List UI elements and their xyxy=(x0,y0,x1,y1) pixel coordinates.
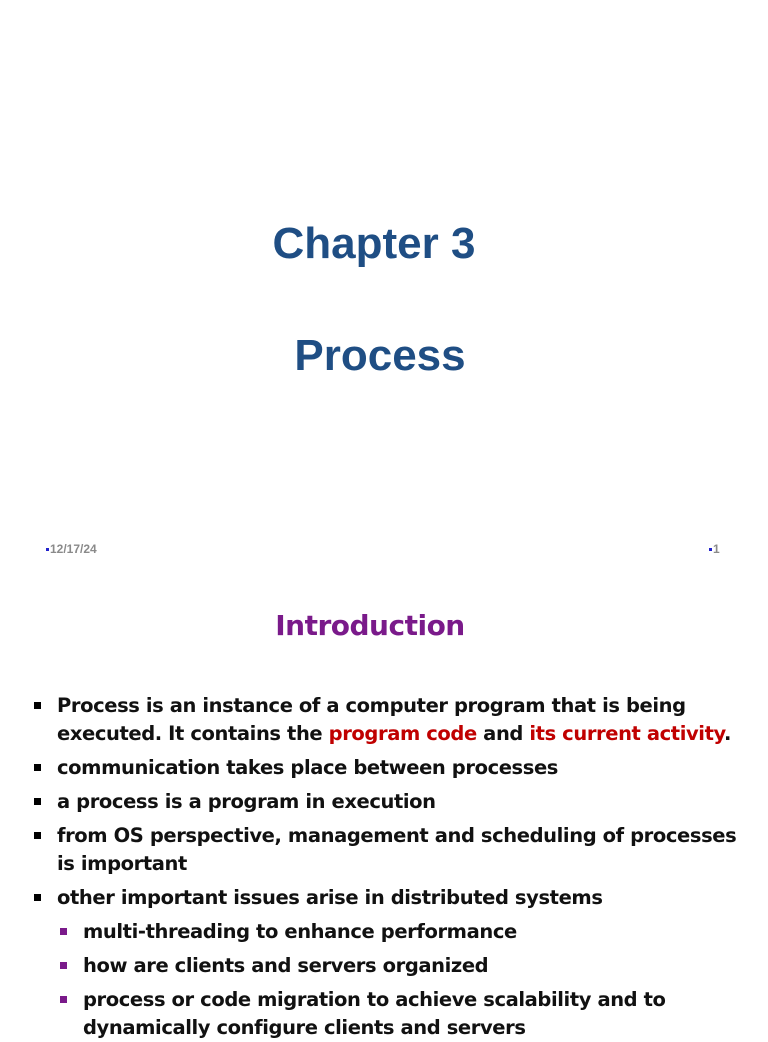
sub-bullet-square-icon xyxy=(60,928,67,935)
bullet-text: how are clients and servers organized xyxy=(83,954,489,977)
sub-bullet-item xyxy=(0,918,753,946)
sub-bullet-square-icon xyxy=(60,962,67,969)
footer-bullet-icon xyxy=(46,548,49,551)
footer-date-text: 12/17/24 xyxy=(50,542,97,556)
slide-title-chapter: Chapter 3 xyxy=(272,219,476,268)
footer-page-number xyxy=(709,543,720,555)
highlighted-text: its current activity xyxy=(529,722,725,745)
footer-date xyxy=(46,543,97,555)
bullet-text: communication takes place between processes xyxy=(57,756,558,779)
bullet-list xyxy=(0,692,768,1042)
sub-bullet-item xyxy=(0,986,753,1042)
bullet-item xyxy=(0,788,737,816)
bullet-square-icon xyxy=(34,702,41,709)
bullet-square-icon xyxy=(34,894,41,901)
bullet-text: multi-threading to enhance performance xyxy=(83,920,517,943)
introduction-slide xyxy=(0,576,768,1039)
bullet-item xyxy=(0,884,737,912)
bullet-item xyxy=(0,754,737,782)
bullet-item xyxy=(0,692,737,748)
slide-title-process: Process xyxy=(294,331,466,380)
footer-page-text: 1 xyxy=(713,542,720,556)
bullet-text: and xyxy=(476,722,530,745)
sub-bullet-square-icon xyxy=(60,996,67,1003)
bullet-text: a process is a program in execution xyxy=(57,790,436,813)
bullet-text: . xyxy=(724,722,732,745)
bullet-square-icon xyxy=(34,832,41,839)
bullet-text: other important issues arise in distributed systems xyxy=(57,886,603,909)
footer-bullet-icon xyxy=(709,548,712,551)
highlighted-text: program code xyxy=(328,722,477,745)
bullet-square-icon xyxy=(34,764,41,771)
bullet-text: process or code migration to achieve scalability and to dynamically configure clients and servers xyxy=(83,988,666,1039)
bullet-square-icon xyxy=(34,798,41,805)
bullet-text: from OS perspective, management and scheduling of processes is important xyxy=(57,824,737,875)
sub-bullet-item xyxy=(0,952,753,980)
slide-heading: Introduction xyxy=(275,609,465,642)
bullet-text: Process is an instance of a computer program that is being executed. It contains the xyxy=(57,694,686,745)
bullet-item xyxy=(0,822,737,878)
